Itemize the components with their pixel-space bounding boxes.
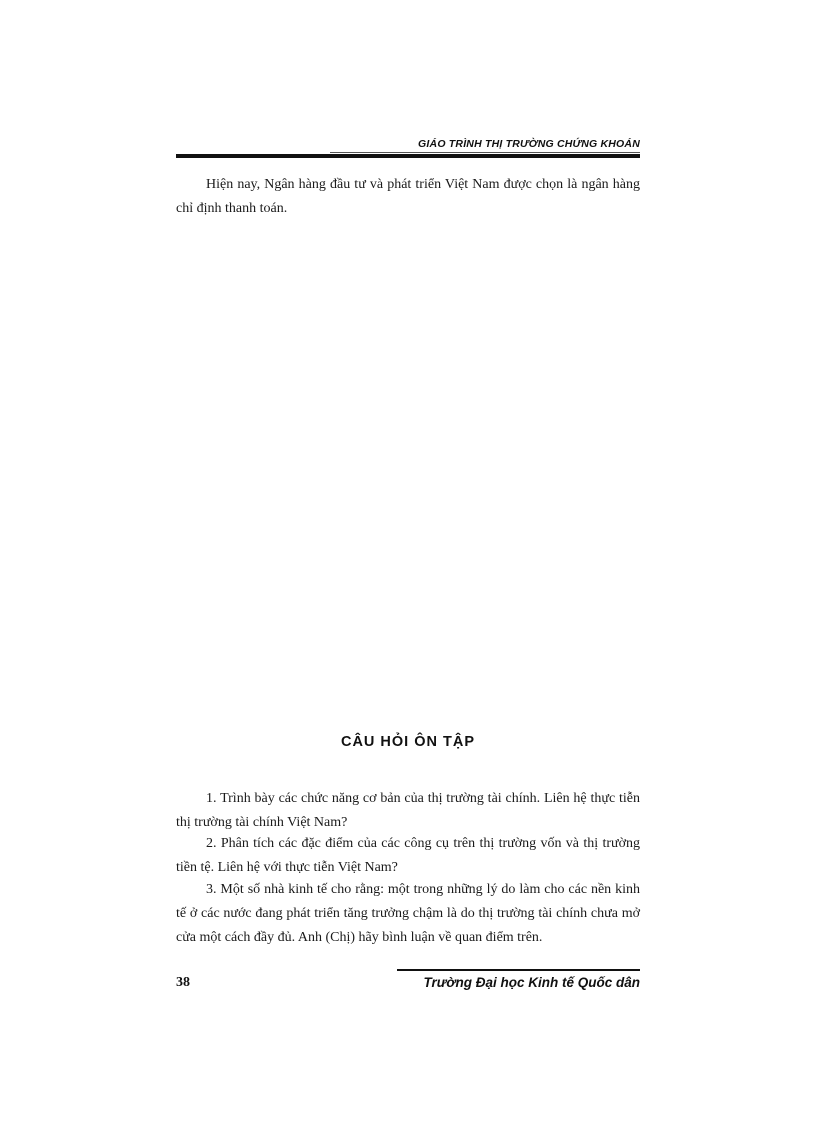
section-title: CÂU HỎI ÔN TẬP (340, 734, 476, 750)
header-rule (176, 154, 640, 158)
header-rule-thin (330, 152, 640, 153)
running-header-title: GIÁO TRÌNH THỊ TRƯỜNG CHỨNG KHOÁN (418, 138, 640, 150)
footer-rule (397, 969, 640, 971)
page-number: 38 (176, 975, 190, 990)
footer-institution: Trường Đại học Kinh tế Quốc dân (423, 975, 640, 990)
review-question-3: 3. Một số nhà kinh tế cho rằng: một trong những lý do làm cho các nền kinh tế ở các nước đang phát triển tăng trưởng chậm là do thị trường tài chính chưa mở cửa một cách đầy đủ. Anh (Chị) hãy bình luận về quan điểm trên. (176, 882, 640, 945)
review-question-2: 2. Phân tích các đặc điểm của các công cụ trên thị trường vốn và thị trường tiền tệ. Liên hệ với thực tiễn Việt Nam? (176, 836, 640, 875)
intro-paragraph: Hiện nay, Ngân hàng đầu tư và phát triển Việt Nam được chọn là ngân hàng chỉ định thanh toán. (176, 177, 640, 216)
review-question-1: 1. Trình bày các chức năng cơ bản của thị trường tài chính. Liên hệ thực tiễn thị trường tài chính Việt Nam? (176, 791, 640, 830)
